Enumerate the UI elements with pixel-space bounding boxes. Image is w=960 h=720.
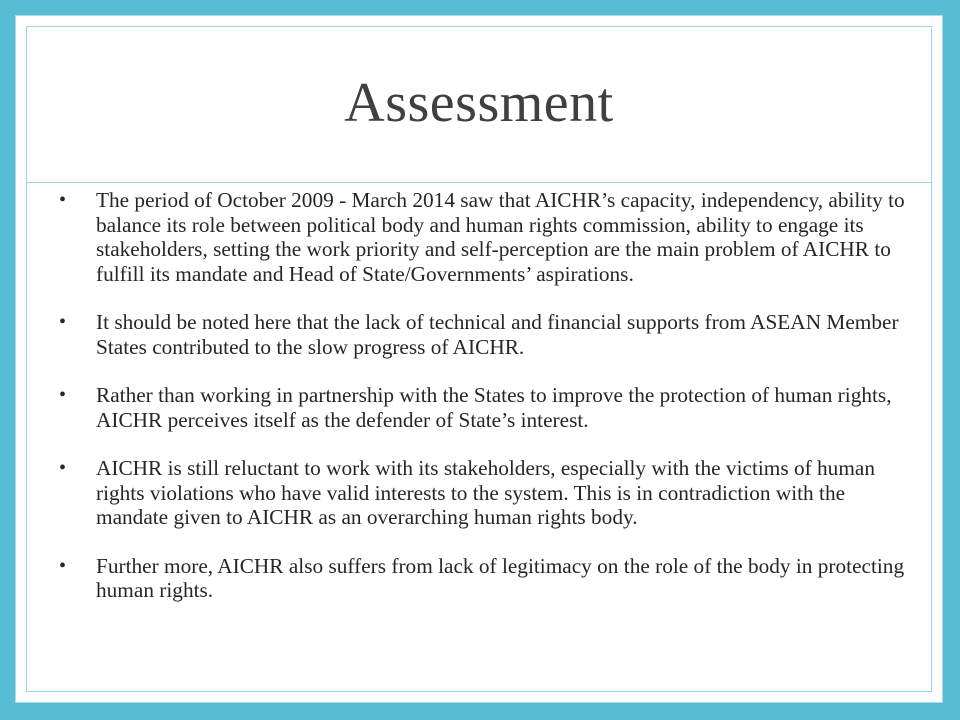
bullet-text: It should be noted here that the lack of technical and financial supports from ASEAN Member States contributed to the slow progress of AICHR. xyxy=(96,310,899,359)
bullet-item xyxy=(51,554,921,603)
bullet-text: Further more, AICHR also suffers from lack of legitimacy on the role of the body in protecting human rights. xyxy=(96,553,905,602)
bullet-text: Rather than working in partnership with the States to improve the protection of human rights, AICHR perceives itself as the defender of State’s interest. xyxy=(96,383,892,432)
bullet-icon: • xyxy=(59,311,67,333)
bullet-item xyxy=(51,456,921,530)
bullet-text: AICHR is still reluctant to work with its stakeholders, especially with the victims of human rights violations who have valid interests to the system. This is in contradiction with the mandate given to AICHR as an overarching human rights body. xyxy=(96,456,875,529)
bullet-icon: • xyxy=(59,189,67,211)
bullet-icon: • xyxy=(59,554,67,577)
bullet-list xyxy=(51,188,921,627)
bullet-item xyxy=(51,310,921,359)
bullet-icon: • xyxy=(59,384,67,406)
title-band xyxy=(27,27,931,183)
slide xyxy=(15,15,943,703)
bullet-item xyxy=(51,383,921,432)
slide-title: Assessment xyxy=(344,72,614,134)
bullet-icon: • xyxy=(59,457,67,479)
bullet-text: The period of October 2009 - March 2014 saw that AICHR’s capacity, independency, ability to balance its role between political body and human rights commission, ability to engage its stakeholders, setting the work priority and self-perception are the main problem of AICHR to fulfill its mandate and Head of State/Governments’ aspirations. xyxy=(96,188,905,286)
bullet-item xyxy=(51,188,921,286)
